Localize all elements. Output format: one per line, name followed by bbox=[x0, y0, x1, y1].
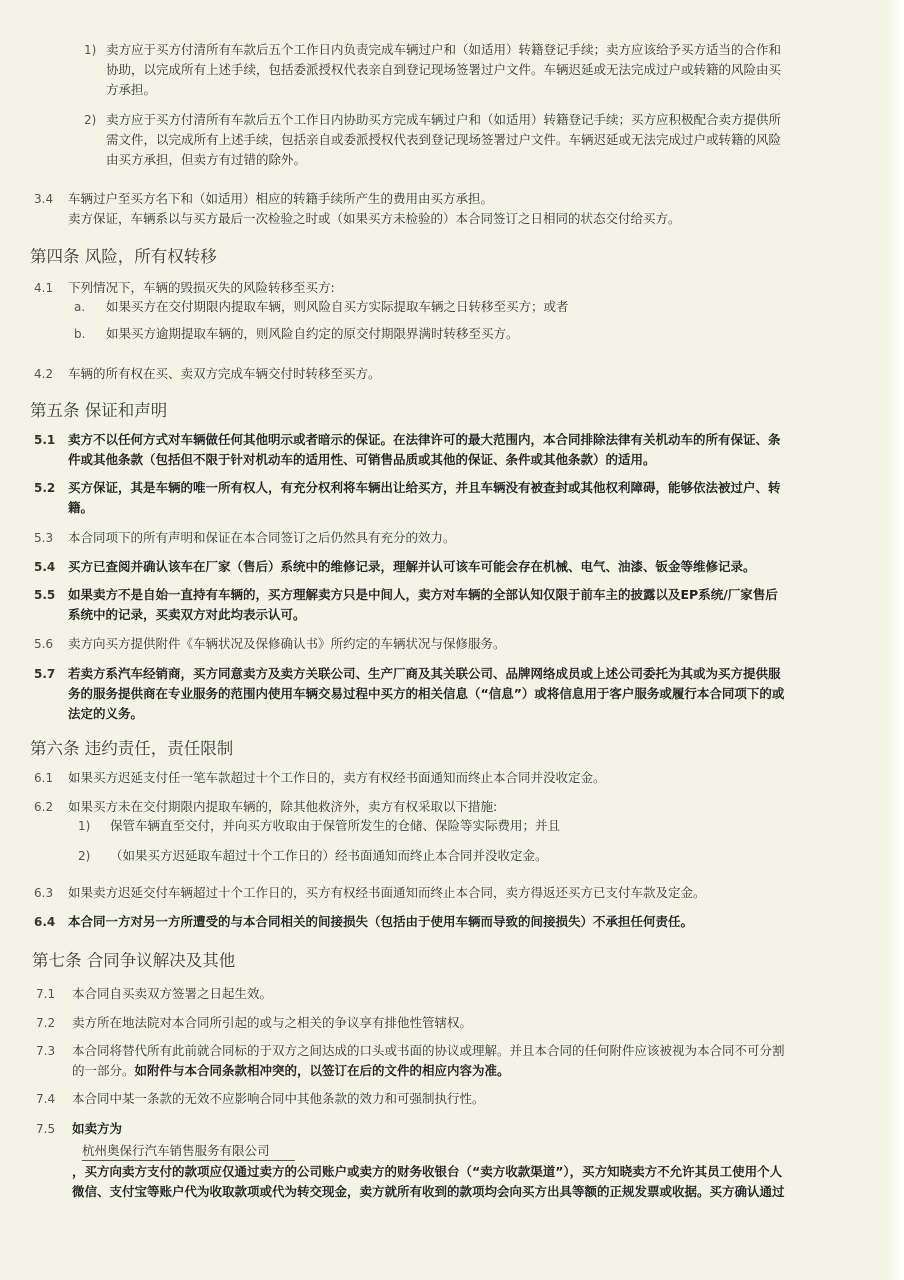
seller-company-field: 杭州奥保行汽车销售服务有限公司 bbox=[82, 1141, 295, 1161]
clause-7-1-number: 7.1 bbox=[36, 987, 56, 1001]
s3-item-1-line: 方承担。 bbox=[106, 82, 157, 97]
clause-6-3-text: 如果卖方迟延交付车辆超过十个工作日的，买方有权经书面通知而终止本合同，卖方得返还买方已支付车款及定金。 bbox=[68, 885, 706, 900]
clause-6-2-number: 6.2 bbox=[34, 800, 54, 814]
clause-6-2-sub-2-text: （如果买方迟延取车超过十个工作日的）经书面通知而终止本合同并没收定金。 bbox=[110, 848, 548, 863]
clause-7-4-number: 7.4 bbox=[36, 1092, 56, 1106]
clause-4-1-sub-a-text: 如果买方在交付期限内提取车辆，则风险自买方实际提取车辆之日转移至买方；或者 bbox=[106, 299, 569, 314]
clause-7-3-bold: 如附件与本合同条款相冲突的，以签订在后的文件的相应内容为准。 bbox=[134, 1063, 510, 1078]
clause-6-2-text: 如果买方未在交付期限内提取车辆的，除其他救济外，卖方有权采取以下措施: bbox=[68, 799, 498, 814]
s3-item-2-number: 2) bbox=[84, 113, 97, 127]
clause-5-7-text: 务的服务提供商在专业服务的范围内使用车辆交易过程中买方的相关信息（“信息”）或将信息用于客户服务或履行本合同项下的或 bbox=[68, 686, 785, 701]
clause-5-7-text: 若卖方系汽车经销商，买方同意卖方及卖方关联公司、生产厂商及其关联公司、品牌网络成员或上述公司委托为其或为买方提供服 bbox=[68, 666, 781, 681]
scan-edge bbox=[886, 0, 904, 1280]
s3-item-2-line: 需文件，以完成所有上述手续，包括亲自或委派授权代表到登记现场签署过户文件。车辆迟延或无法完成过户或转籍的风险 bbox=[106, 132, 782, 147]
clause-7-4-text: 本合同中某一条款的无效不应影响合同中其他条款的效力和可强制执行性。 bbox=[72, 1091, 485, 1106]
clause-4-1-sub-b-number: b. bbox=[74, 327, 86, 341]
clause-7-5-label: 如卖方为 bbox=[72, 1121, 123, 1136]
clause-7-2-number: 7.2 bbox=[36, 1016, 56, 1030]
clause-5-2-text: 买方保证，其是车辆的唯一所有权人，有充分权利将车辆出让给买方，并且车辆没有被查封或其他权利障碍，能够依法被过户、转 bbox=[68, 480, 781, 495]
s3-item-1-line: 卖方应于买方付清所有车款后五个工作日内负责完成车辆过户和（如适用）转籍登记手续；卖方应该给予买方适当的合作和 bbox=[106, 42, 782, 57]
article-7-heading: 第七条 合同争议解决及其他 bbox=[32, 951, 236, 970]
clause-5-1-text: 件或其他条款（包括但不限于针对机动车的适用性、可销售品质或其他的保证、条件或其他条款）的适用。 bbox=[68, 452, 656, 467]
clause-4-2-number: 4.2 bbox=[34, 367, 54, 381]
clause-6-2-sub-1-text: 保管车辆直至交付，并向买方收取由于保管所发生的仓储、保险等实际费用；并且 bbox=[110, 818, 561, 833]
clause-7-3-text: 本合同将替代所有此前就合同标的于双方之间达成的口头或书面的协议或理解。并且本合同的任何附件应该被视为本合同不可分割 bbox=[72, 1043, 785, 1058]
article-6-heading: 第六条 违约责任，责任限制 bbox=[30, 739, 234, 758]
clause-5-1-text: 卖方不以任何方式对车辆做任何其他明示或者暗示的保证。在法律许可的最大范围内，本合同排除法律有关机动车的所有保证、条 bbox=[68, 432, 781, 447]
clause-6-1-text: 如果买方迟延支付任一笔车款超过十个工作日的，卖方有权经书面通知而终止本合同并没收定金。 bbox=[68, 770, 606, 785]
s3-item-2-line: 由买方承担，但卖方有过错的除外。 bbox=[106, 152, 307, 167]
clause-5-5-text: 如果卖方不是自始一直持有车辆的，买方理解卖方只是中间人，卖方对车辆的全部认知仅限于前车主的披露以及EP系统/厂家售后 bbox=[68, 587, 778, 602]
article-4-heading: 第四条 风险，所有权转移 bbox=[30, 247, 217, 266]
clause-3-4-text: 卖方保证，车辆系以与买方最后一次检验之时或（如果买方未检验的）本合同签订之日相同的状态交付给买方。 bbox=[68, 211, 681, 226]
clause-5-2-number: 5.2 bbox=[34, 481, 56, 495]
clause-5-7-number: 5.7 bbox=[34, 667, 56, 681]
clause-7-3-text-continued bbox=[72, 1061, 510, 1081]
clause-6-4-number: 6.4 bbox=[34, 915, 56, 929]
clause-7-3-plain: 的一部分。 bbox=[72, 1063, 135, 1078]
clause-5-6-number: 5.6 bbox=[34, 637, 54, 651]
s3-item-1-number: 1) bbox=[84, 43, 97, 57]
clause-5-2-text: 籍。 bbox=[68, 500, 94, 515]
clause-4-1-number: 4.1 bbox=[34, 281, 54, 295]
clause-5-4-text: 买方已查阅并确认该车在厂家（售后）系统中的维修记录，理解并认可该车可能会存在机械、电气、油漆、钣金等维修记录。 bbox=[68, 559, 756, 574]
clause-7-1-text: 本合同自买卖双方签署之日起生效。 bbox=[72, 986, 273, 1001]
clause-5-4-number: 5.4 bbox=[34, 560, 56, 574]
clause-3-4-text: 车辆过户至买方名下和（如适用）相应的转籍手续所产生的费用由买方承担。 bbox=[68, 191, 494, 206]
clause-4-2-text: 车辆的所有权在买、卖双方完成车辆交付时转移至买方。 bbox=[68, 366, 381, 381]
clause-7-5-text: ，买方向卖方支付的款项应仅通过卖方的公司账户或卖方的财务收银台（“卖方收款渠道”），买方知晓卖方不允许其员工使用个人 bbox=[72, 1164, 783, 1179]
article-5-heading: 第五条 保证和声明 bbox=[30, 401, 168, 420]
clause-7-2-text: 卖方所在地法院对本合同所引起的或与之相关的争议享有排他性管辖权。 bbox=[72, 1015, 473, 1030]
s3-item-2-line: 卖方应于买方付清所有车款后五个工作日内协助买方完成车辆过户和（如适用）转籍登记手续；买方应积极配合卖方提供所 bbox=[106, 112, 782, 127]
clause-5-5-text: 系统中的记录，买卖双方对此均表示认可。 bbox=[68, 607, 306, 622]
clause-6-2-sub-2-number: 2) bbox=[78, 849, 91, 863]
clause-5-3-number: 5.3 bbox=[34, 531, 54, 545]
clause-5-5-number: 5.5 bbox=[34, 588, 56, 602]
clause-4-1-sub-b-text: 如果买方逾期提取车辆的，则风险自约定的原交付期限界满时转移至买方。 bbox=[106, 326, 519, 341]
clause-4-1-sub-a-number: a. bbox=[74, 300, 86, 314]
clause-7-5-text: 微信、支付宝等账户代为收取款项或代为转交现金，卖方就所有收到的款项均会向买方出具等额的正规发票或收据。买方确认通过 bbox=[72, 1184, 785, 1199]
clause-5-7-text: 法定的义务。 bbox=[68, 706, 144, 721]
clause-6-3-number: 6.3 bbox=[34, 886, 54, 900]
clause-5-3-text: 本合同项下的所有声明和保证在本合同签订之后仍然具有充分的效力。 bbox=[68, 530, 456, 545]
clause-5-6-text: 卖方向买方提供附件《车辆状况及保修确认书》所约定的车辆状况与保修服务。 bbox=[68, 636, 506, 651]
clause-3-4-number: 3.4 bbox=[34, 192, 54, 206]
clause-6-2-sub-1-number: 1) bbox=[78, 819, 91, 833]
clause-6-1-number: 6.1 bbox=[34, 771, 54, 785]
clause-7-3-number: 7.3 bbox=[36, 1044, 56, 1058]
clause-6-4-text: 本合同一方对另一方所遭受的与本合同相关的间接损失（包括由于使用车辆而导致的间接损失）不承担任何责任。 bbox=[68, 914, 694, 929]
s3-item-1-line: 协助，以完成所有上述手续，包括委派授权代表亲自到登记现场签署过户文件。车辆迟延或无法完成过户或转籍的风险由买 bbox=[106, 62, 782, 77]
clause-7-5-number: 7.5 bbox=[36, 1122, 56, 1136]
clause-4-1-text: 下列情况下，车辆的毁损灭失的风险转移至买方: bbox=[68, 280, 335, 295]
clause-5-1-number: 5.1 bbox=[34, 433, 56, 447]
